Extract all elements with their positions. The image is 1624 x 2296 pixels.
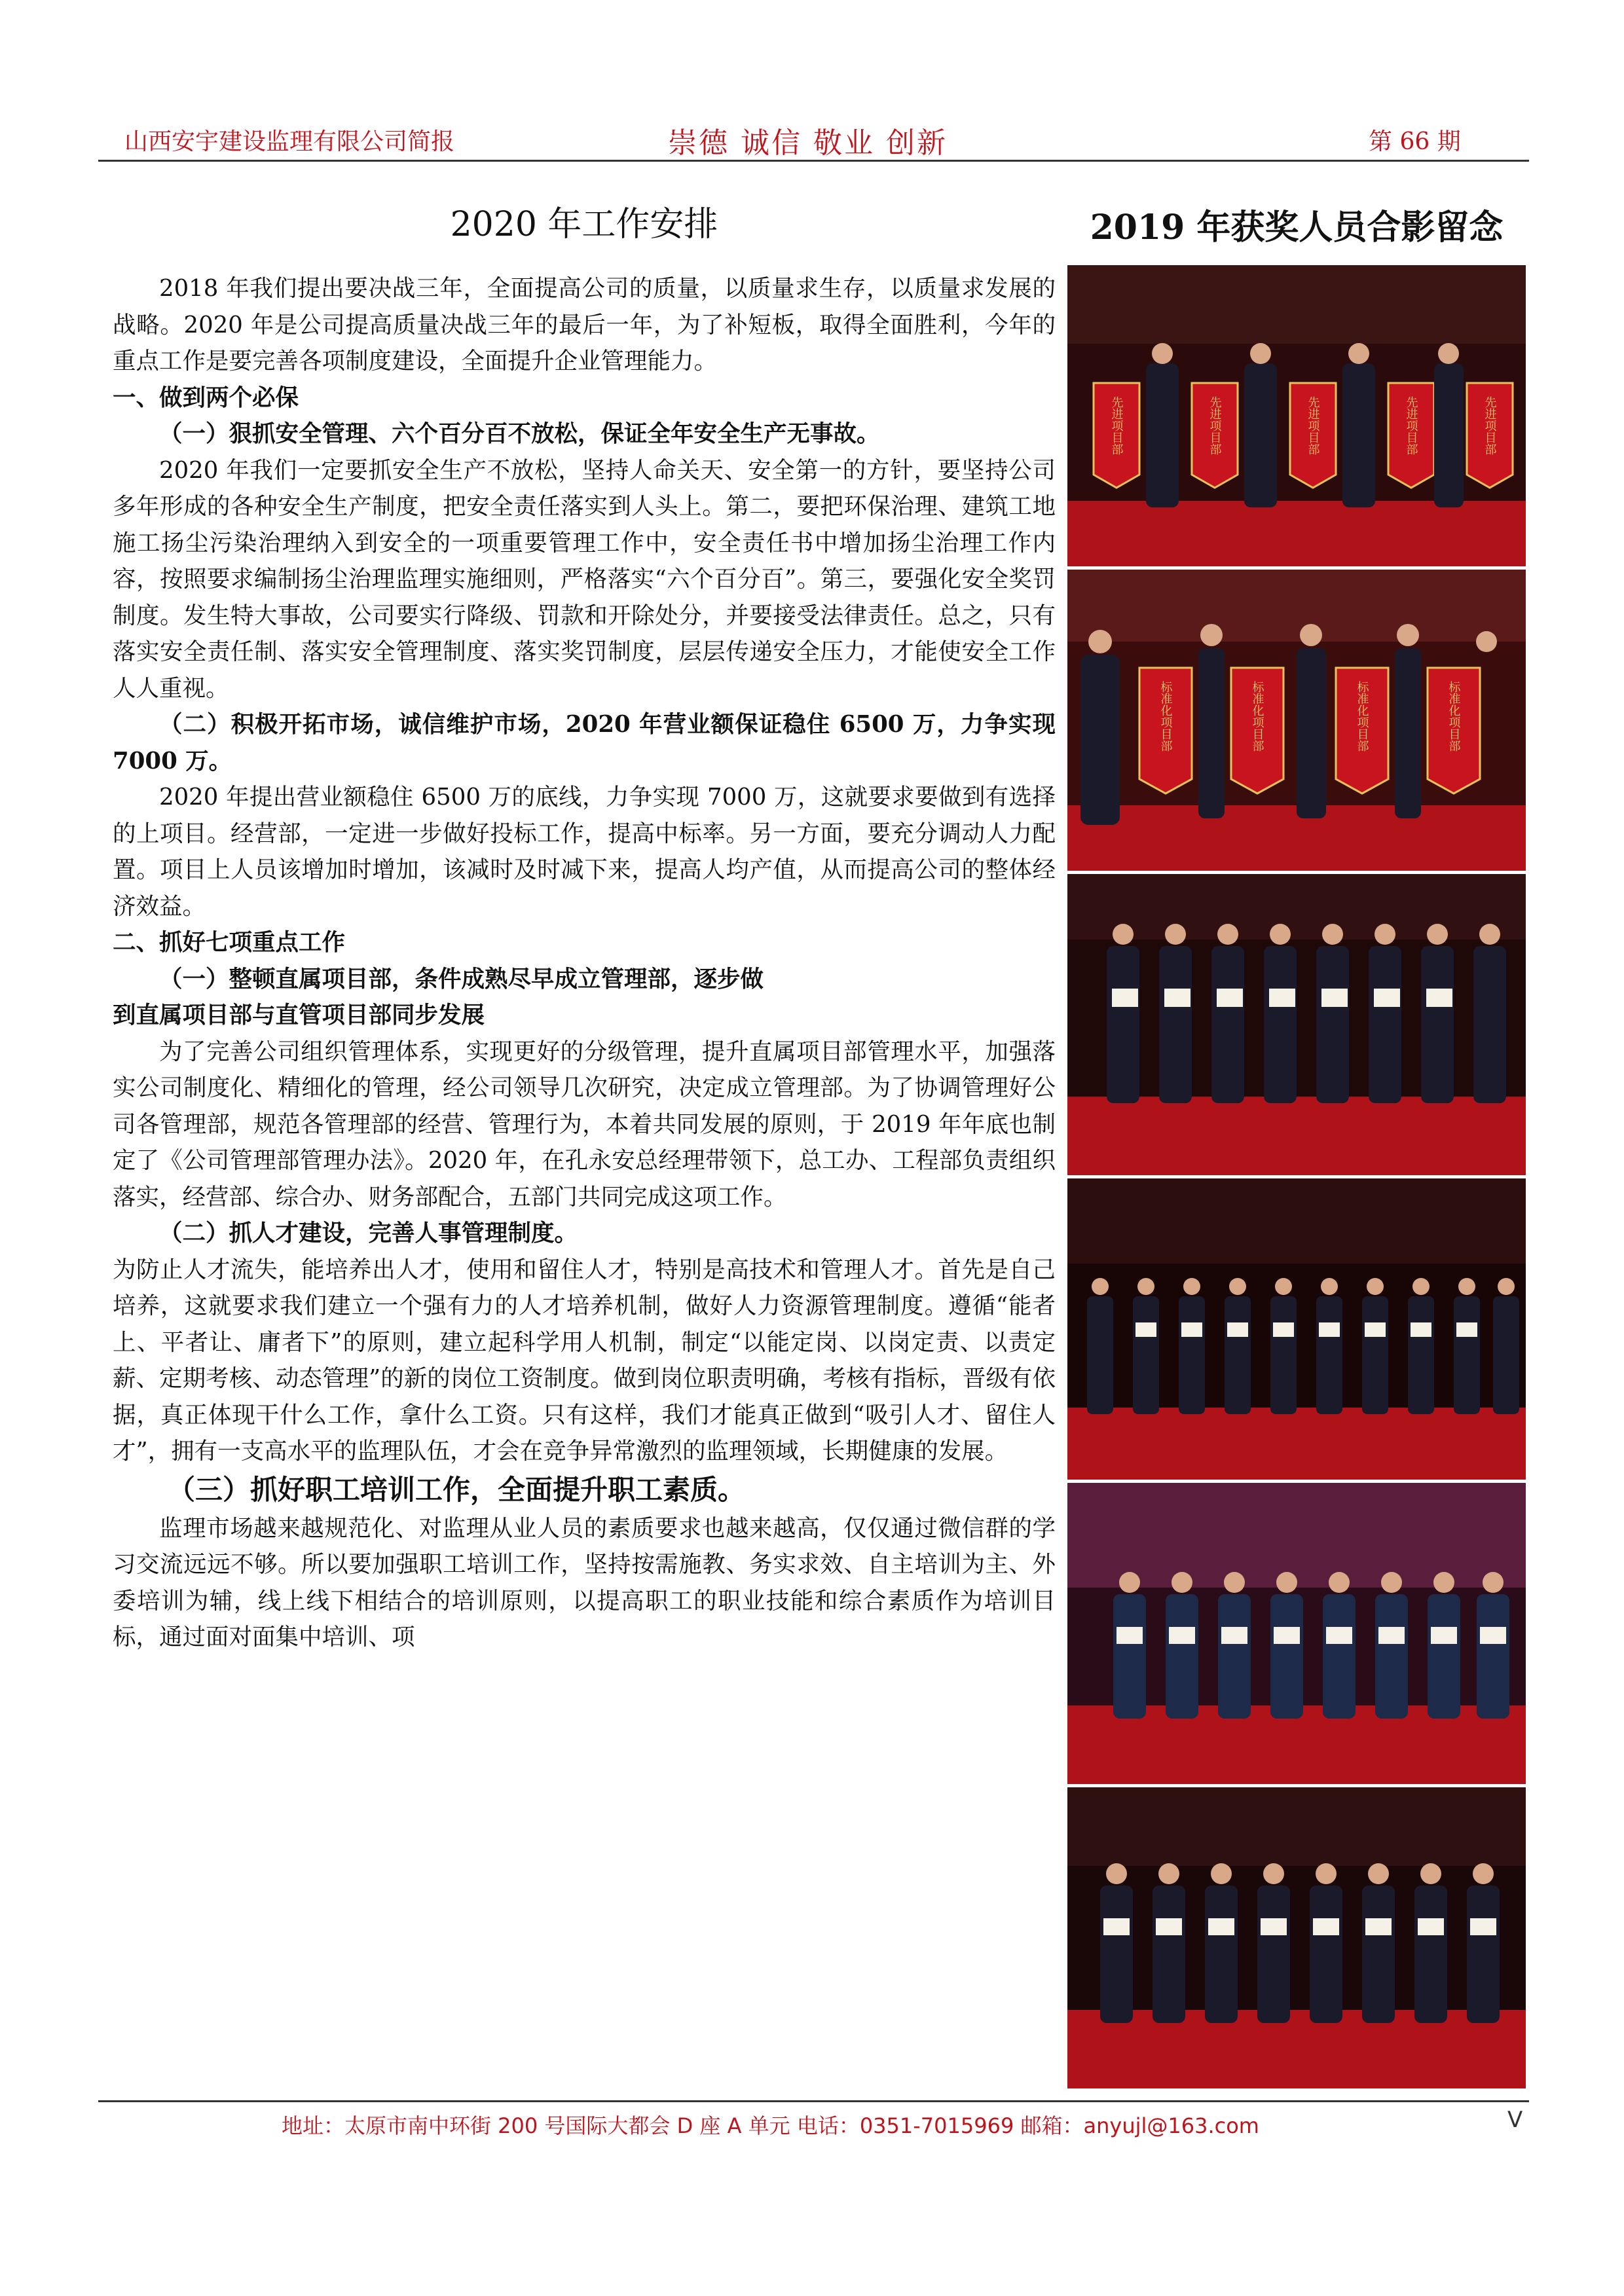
header-divider (98, 160, 1529, 162)
sidebar-title: 2019 年获奖人员合影留念 (1090, 208, 1504, 247)
award-photo-6 (1067, 1787, 1526, 2088)
section-2-2-heading: （二）抓人才建设，完善人事管理制度。 (159, 1220, 578, 1247)
award-photo-2 (1067, 570, 1526, 871)
header-company: 山西安宇建设监理有限公司简报 (124, 128, 455, 155)
svg-text:先进项目部: 先进项目部 (1208, 396, 1222, 455)
svg-text:标准化项目部: 标准化项目部 (1250, 681, 1264, 752)
footer-address: 地址：太原市南中环街 200 号国际大都会 D 座 A 单元 电话：0351-7015969 邮箱：anyujl@163.com (282, 2113, 1259, 2138)
award-photo-3 (1067, 874, 1526, 1175)
award-photo-4 (1067, 1178, 1526, 1480)
svg-text:标准化项目部: 标准化项目部 (1355, 681, 1369, 752)
section-2-1-heading-line1: （一）整顿直属项目部，条件成熟尽早成立管理部，逐步做 (159, 965, 764, 993)
section-2-2-body: 为防止人才流失，能培养出人才，使用和留住人才，特别是高技术和管理人才。首先是自己培养，这就要求我们建立一个强有力的人才培养机制，做好人力资源管理制度。遵循“能者上、平者让、庸者下”的原则，建立起科学用人机制，制定“以能定岗、以岗定责、以责定薪、定期考核、动态管理”的新的岗位工资制度。做到岗位职责明确，考核有指标，晋级有依据，真正体现干什么工作，拿什么工资。只有这样，我们才能真正做到“吸引人才、留住人才”，拥有一支高水平的监理队伍，才会在竞争异常激烈的监理领域，长期健康的发展。 (113, 1256, 1056, 1465)
award-photo-6-image (1067, 1787, 1526, 2088)
award-photo-1 (1067, 265, 1526, 566)
section-2-heading: 二、抓好七项重点工作 (113, 929, 346, 956)
award-photo-5-image (1067, 1483, 1526, 1784)
award-photo-5 (1067, 1483, 1526, 1784)
award-photo-1-image (1067, 265, 1526, 566)
section-2-3-heading: （三）抓好职工培训工作，全面提升职工素质。 (168, 1473, 746, 1506)
section-2-1-body: 为了完善公司组织管理体系，实现更好的分级管理，提升直属项目部管理水平，加强落实公司制度化、精细化的管理，经公司领导几次研究，决定成立管理部。为了协调管理好公司各管理部，规范各管理部的经营、管理行为，本着共同发展的原则，于 2019 年年底也制定了《公司管理部管理办法》。2020 年，在孔永安总经理带领下，总工办、工程部负责组织落实，经营部、综合办、财务部配合，五部门共同完成这项工作。 (113, 1038, 1056, 1211)
svg-text:先进项目部: 先进项目部 (1109, 396, 1124, 455)
section-1-heading: 一、做到两个必保 (113, 384, 299, 411)
page-number: V (1507, 2107, 1523, 2133)
svg-text:先进项目部: 先进项目部 (1306, 396, 1320, 455)
svg-text:先进项目部: 先进项目部 (1483, 396, 1497, 455)
svg-text:标准化项目部: 标准化项目部 (1158, 681, 1173, 752)
section-1-2-heading: （二）积极开拓市场，诚信维护市场，2020 年营业额保证稳住 6500 万，力争实现 7000 万。 (113, 711, 1056, 774)
article-intro: 2018 年我们提出要决战三年，全面提高公司的质量，以质量求生存，以质量求发展的战略。2020 年是公司提高质量决战三年的最后一年，为了补短板，取得全面胜利，今年的重点工作是要完善各项制度建设，全面提升企业管理能力。 (113, 275, 1056, 374)
section-1-2-body: 2020 年提出营业额稳住 6500 万的底线，力争实现 7000 万，这就要求要做到有选择的上项目。经营部，一定进一步做好投标工作，提高中标率。另一方面，要充分调动人力配置。项目上人员该增加时增加，该减时及时减下来，提高人均产值，从而提高公司的整体经济效益。 (113, 784, 1056, 920)
section-2-3-body: 监理市场越来越规范化、对监理从业人员的素质要求也越来越高，仅仅通过微信群的学习交流远远不够。所以要加强职工培训工作，坚持按需施教、务实求效、自主培训为主、外委培训为辅，线上线下相结合的培训原则，以提高职工的职业技能和综合素质作为培训目标，通过面对面集中培训、项 (113, 1514, 1056, 1650)
svg-text:先进项目部: 先进项目部 (1404, 396, 1418, 455)
header-motto: 崇德 诚信 敬业 创新 (668, 126, 948, 160)
section-1-1-body: 2020 年我们一定要抓安全生产不放松，坚持人命关天、安全第一的方针，要坚持公司多年形成的各种安全生产制度，把安全责任落实到人头上。第二，要把环保治理、建筑工地施工扬尘污染治理纳入到安全的一项重要管理工作中，安全责任书中增加扬尘治理工作内容，按照要求编制扬尘治理监理实施细则，严格落实“六个百分百”。第三，要强化安全奖罚制度。发生特大事故，公司要实行降级、罚款和开除处分，并要接受法律责任。总之，只有落实安全责任制、落实安全管理制度、落实奖罚制度，层层传递安全压力，才能使安全工作人人重视。 (113, 456, 1056, 702)
section-2-1-heading-line2: 到直属项目部与直管项目部同步发展 (113, 1002, 485, 1029)
award-photo-3-image (1067, 874, 1526, 1175)
article-title: 2020 年工作安排 (450, 205, 718, 244)
footer-divider (98, 2100, 1529, 2102)
svg-text:标准化项目部: 标准化项目部 (1447, 681, 1461, 752)
award-photo-2-image (1067, 570, 1526, 871)
header-issue: 第 66 期 (1369, 128, 1461, 155)
article (113, 196, 1056, 1656)
section-1-1-heading: （一）狠抓安全管理、六个百分百不放松，保证全年安全生产无事故。 (159, 420, 880, 447)
award-photo-4-image (1067, 1178, 1526, 1480)
